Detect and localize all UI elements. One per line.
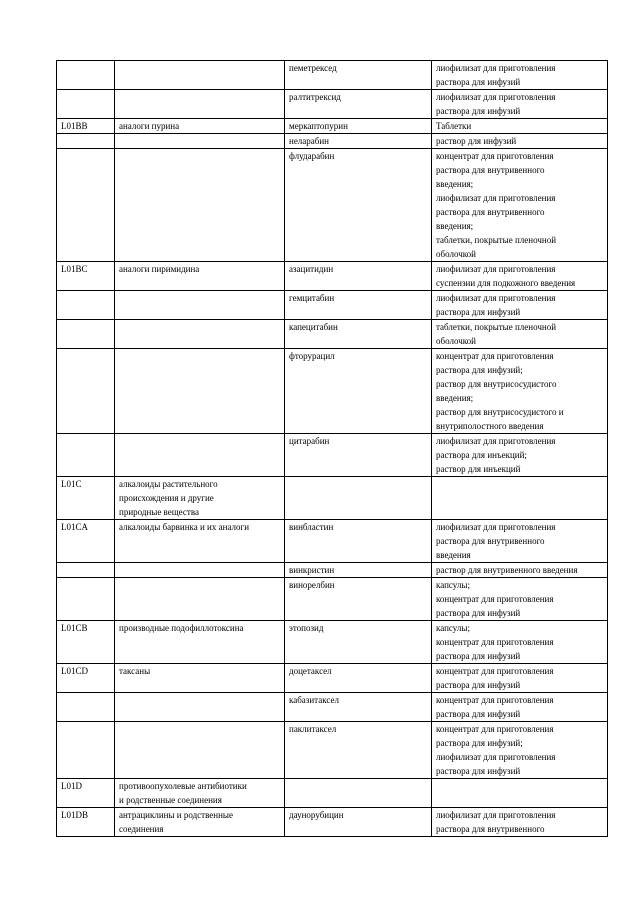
- atc-code-cell: [57, 291, 115, 320]
- table-row: [57, 621, 608, 664]
- table-row: [57, 149, 608, 262]
- table-row: [57, 563, 608, 578]
- group-name-cell: аналоги пиримидина: [115, 262, 285, 291]
- group-name-cell: [115, 349, 285, 434]
- table-row: [57, 722, 608, 779]
- dosage-form-cell: [432, 779, 608, 808]
- atc-code-cell: [57, 61, 115, 90]
- dosage-form-cell: лиофилизат для приготовления раствора для инфузий: [432, 61, 608, 90]
- substance-cell: этопозид: [285, 621, 432, 664]
- substance-cell: винбластин: [285, 520, 432, 563]
- group-name-cell: [115, 693, 285, 722]
- dosage-form-cell: лиофилизат для приготовления раствора для инфузий: [432, 291, 608, 320]
- dosage-form-cell: лиофилизат для приготовления суспензии для подкожного введения: [432, 262, 608, 291]
- table-row: [57, 291, 608, 320]
- group-name-cell: алкалоиды барвинка и их аналоги: [115, 520, 285, 563]
- dosage-form-cell: [432, 477, 608, 520]
- group-name-cell: [115, 320, 285, 349]
- substance-cell: азацитидин: [285, 262, 432, 291]
- substance-cell: неларабин: [285, 134, 432, 149]
- dosage-form-cell: раствор для внутривенного введения: [432, 563, 608, 578]
- table-row: [57, 520, 608, 563]
- dosage-form-cell: раствор для инфузий: [432, 134, 608, 149]
- atc-code-cell: L01C: [57, 477, 115, 520]
- atc-code-cell: [57, 693, 115, 722]
- group-name-cell: таксаны: [115, 664, 285, 693]
- substance-cell: паклитаксел: [285, 722, 432, 779]
- substance-cell: доцетаксел: [285, 664, 432, 693]
- dosage-form-cell: концентрат для приготовления раствора для инфузий: [432, 693, 608, 722]
- atc-code-cell: L01D: [57, 779, 115, 808]
- dosage-form-cell: Таблетки: [432, 119, 608, 134]
- group-name-cell: аналоги пурина: [115, 119, 285, 134]
- dosage-form-cell: таблетки, покрытые пленочной оболочкой: [432, 320, 608, 349]
- dosage-form-cell: концентрат для приготовления раствора для инфузий; лиофилизат для приготовления раствора для инфузий: [432, 722, 608, 779]
- group-name-cell: [115, 578, 285, 621]
- table-row: [57, 349, 608, 434]
- atc-code-cell: L01CA: [57, 520, 115, 563]
- dosage-form-cell: лиофилизат для приготовления раствора для инфузий: [432, 90, 608, 119]
- group-name-cell: [115, 149, 285, 262]
- drug-table: [56, 60, 608, 837]
- atc-code-cell: [57, 90, 115, 119]
- group-name-cell: противоопухолевые антибиотики и родственные соединения: [115, 779, 285, 808]
- dosage-form-cell: концентрат для приготовления раствора для инфузий; раствор для внутрисосудистого введения; раствор для внутрисосудистого и внутриполостного введения: [432, 349, 608, 434]
- substance-cell: гемцитабин: [285, 291, 432, 320]
- dosage-form-cell: капсулы; концентрат для приготовления раствора для инфузий: [432, 621, 608, 664]
- atc-code-cell: [57, 134, 115, 149]
- table-row: [57, 693, 608, 722]
- atc-code-cell: [57, 563, 115, 578]
- table-row: [57, 90, 608, 119]
- dosage-form-cell: лиофилизат для приготовления раствора для внутривенного введения: [432, 520, 608, 563]
- substance-cell: [285, 779, 432, 808]
- group-name-cell: [115, 291, 285, 320]
- table-row: [57, 134, 608, 149]
- substance-cell: меркаптопурин: [285, 119, 432, 134]
- substance-cell: винорелбин: [285, 578, 432, 621]
- group-name-cell: [115, 722, 285, 779]
- table-row: [57, 808, 608, 837]
- atc-code-cell: [57, 434, 115, 477]
- atc-code-cell: L01DB: [57, 808, 115, 837]
- atc-code-cell: [57, 149, 115, 262]
- substance-cell: пеметрексед: [285, 61, 432, 90]
- atc-code-cell: L01BB: [57, 119, 115, 134]
- substance-cell: фторурацил: [285, 349, 432, 434]
- atc-code-cell: L01BC: [57, 262, 115, 291]
- substance-cell: ралтитрексид: [285, 90, 432, 119]
- dosage-form-cell: капсулы; концентрат для приготовления раствора для инфузий: [432, 578, 608, 621]
- group-name-cell: [115, 90, 285, 119]
- atc-code-cell: [57, 320, 115, 349]
- group-name-cell: антрациклины и родственные соединения: [115, 808, 285, 837]
- substance-cell: [285, 477, 432, 520]
- table-row: [57, 61, 608, 90]
- dosage-form-cell: концентрат для приготовления раствора для внутривенного введения; лиофилизат для приготовления раствора для внутривенного введения; таблетки, покрытые пленочной оболочкой: [432, 149, 608, 262]
- table-row: [57, 262, 608, 291]
- substance-cell: кабазитаксел: [285, 693, 432, 722]
- substance-cell: даунорубицин: [285, 808, 432, 837]
- dosage-form-cell: лиофилизат для приготовления раствора для внутривенного: [432, 808, 608, 837]
- table-row: [57, 779, 608, 808]
- drug-table-body: [57, 61, 608, 837]
- table-row: [57, 119, 608, 134]
- substance-cell: винкристин: [285, 563, 432, 578]
- dosage-form-cell: лиофилизат для приготовления раствора для инъекций; раствор для инъекций: [432, 434, 608, 477]
- group-name-cell: [115, 563, 285, 578]
- table-row: [57, 320, 608, 349]
- group-name-cell: [115, 434, 285, 477]
- table-row: [57, 664, 608, 693]
- group-name-cell: [115, 134, 285, 149]
- group-name-cell: производные подофиллотоксина: [115, 621, 285, 664]
- substance-cell: флударабин: [285, 149, 432, 262]
- group-name-cell: алкалоиды растительного происхождения и другие природные вещества: [115, 477, 285, 520]
- substance-cell: капецитабин: [285, 320, 432, 349]
- atc-code-cell: [57, 578, 115, 621]
- table-row: [57, 578, 608, 621]
- table-row: [57, 477, 608, 520]
- dosage-form-cell: концентрат для приготовления раствора для инфузий: [432, 664, 608, 693]
- atc-code-cell: [57, 349, 115, 434]
- group-name-cell: [115, 61, 285, 90]
- table-row: [57, 434, 608, 477]
- atc-code-cell: [57, 722, 115, 779]
- atc-code-cell: L01CD: [57, 664, 115, 693]
- atc-code-cell: L01CB: [57, 621, 115, 664]
- substance-cell: цитарабин: [285, 434, 432, 477]
